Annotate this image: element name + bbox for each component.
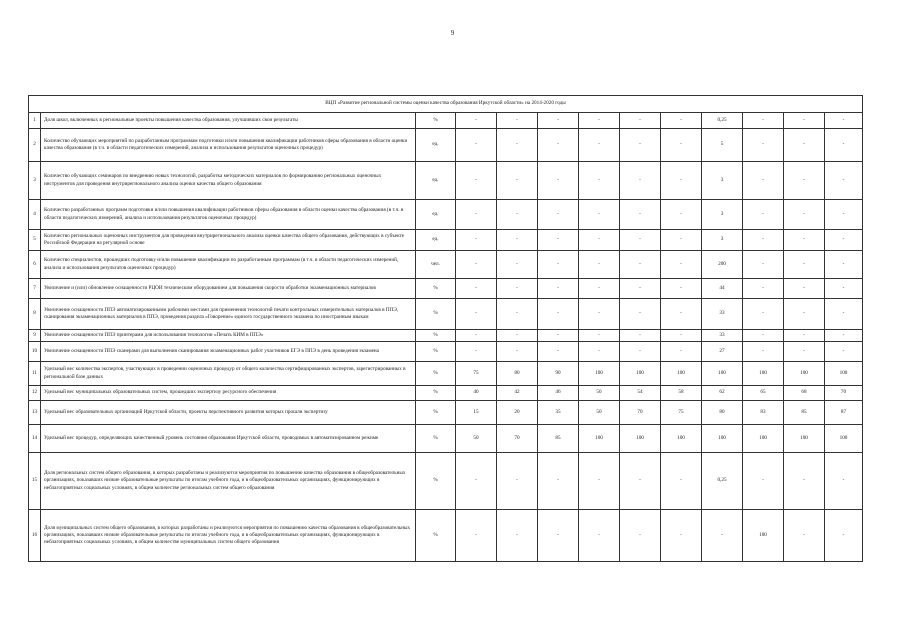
indicator-value: 100 [784, 362, 825, 386]
indicator-value: 50 [579, 386, 620, 401]
indicator-value: - [620, 200, 661, 230]
row-number: 16 [29, 510, 41, 562]
indicator-value: 46 [538, 386, 579, 401]
row-number: 11 [29, 362, 41, 386]
indicator-value: 70 [620, 401, 661, 425]
indicator-value: - [497, 200, 538, 230]
indicator-value: - [825, 342, 863, 362]
row-number: 13 [29, 401, 41, 425]
indicator-description: Увеличение оснащенности ППЭ сканерами для выполнения сканирования экзаменационных работ участников ЕГЭ в ППЭ в день проведения экзамена [41, 342, 416, 362]
row-number: 10 [29, 342, 41, 362]
table-header-row [29, 96, 863, 113]
indicator-description: Доля школ, включенных в региональные проекты повышения качества образования, улучшивших свои результаты [41, 113, 416, 129]
indicator-unit: % [416, 362, 456, 386]
indicator-value: - [825, 453, 863, 510]
indicator-value: - [620, 129, 661, 162]
indicator-unit: % [416, 342, 456, 362]
table-row [29, 279, 863, 299]
indicator-value: - [497, 230, 538, 251]
indicator-value: 40 [456, 386, 497, 401]
table-row [29, 425, 863, 453]
indicator-value: - [456, 299, 497, 330]
indicator-value: - [661, 251, 702, 279]
indicator-value: - [620, 279, 661, 299]
indicator-value: 100 [784, 425, 825, 453]
row-number: 2 [29, 129, 41, 162]
indicator-value: - [825, 251, 863, 279]
indicator-value: 85 [784, 401, 825, 425]
indicator-value: - [825, 330, 863, 342]
indicator-value: 42 [497, 386, 538, 401]
indicator-value: - [825, 279, 863, 299]
indicator-unit: % [416, 386, 456, 401]
indicator-value: - [579, 162, 620, 200]
indicator-value: - [620, 299, 661, 330]
indicator-unit: ед. [416, 162, 456, 200]
indicator-value: - [620, 330, 661, 342]
indicator-value: - [579, 129, 620, 162]
indicator-unit: чел. [416, 251, 456, 279]
indicator-value: - [497, 113, 538, 129]
row-number: 9 [29, 330, 41, 342]
indicator-value: - [579, 342, 620, 362]
indicator-value: 80 [702, 401, 743, 425]
indicator-value: - [620, 230, 661, 251]
indicator-value: - [538, 162, 579, 200]
indicator-value: - [784, 162, 825, 200]
indicator-value: 87 [825, 401, 863, 425]
indicator-value: - [620, 113, 661, 129]
row-number: 12 [29, 386, 41, 401]
indicator-value: 33 [702, 299, 743, 330]
indicator-value: 54 [620, 386, 661, 401]
indicator-value: 100 [579, 362, 620, 386]
indicator-value: - [456, 453, 497, 510]
indicator-unit: ед. [416, 200, 456, 230]
indicator-value: - [620, 510, 661, 562]
indicator-value: 27 [702, 342, 743, 362]
indicator-value: - [661, 330, 702, 342]
indicator-value: 65 [743, 386, 784, 401]
indicator-value: - [538, 129, 579, 162]
indicator-value: - [538, 510, 579, 562]
indicator-value: 58 [661, 386, 702, 401]
row-number: 7 [29, 279, 41, 299]
indicator-value: 20 [497, 401, 538, 425]
indicator-description: Увеличение оснащенности ППЭ автоматизированными рабочими местами для применения технологий печати контрольных измерительных материалов в ППЭ, сканирования экзаменационных материалов в ППЭ, проведения раздела «Говорение» единого государственного экзамена по иностранным языкам [41, 299, 416, 330]
indicator-value: - [825, 200, 863, 230]
indicator-value: - [497, 299, 538, 330]
table-row [29, 362, 863, 386]
indicator-value: - [743, 299, 784, 330]
indicator-value: - [579, 330, 620, 342]
indicator-value: 100 [825, 425, 863, 453]
indicator-value: - [579, 200, 620, 230]
indicator-value: 100 [620, 425, 661, 453]
row-number: 8 [29, 299, 41, 330]
indicator-value: - [784, 251, 825, 279]
indicator-value: - [661, 342, 702, 362]
table-row [29, 162, 863, 200]
row-number: 1 [29, 113, 41, 129]
indicator-value: - [456, 251, 497, 279]
indicator-value: - [538, 200, 579, 230]
indicator-value: - [743, 230, 784, 251]
indicator-description: Удельный вес образовательных организаций Иркутской области, проекты перспективного развития которых прошли экспертизу [41, 401, 416, 425]
indicator-value: 100 [702, 425, 743, 453]
indicator-unit: % [416, 425, 456, 453]
table-row [29, 330, 863, 342]
indicator-value: - [579, 510, 620, 562]
indicator-value: - [497, 510, 538, 562]
indicator-value: - [497, 129, 538, 162]
indicator-value: 15 [456, 401, 497, 425]
indicator-value: - [579, 299, 620, 330]
indicator-value: 100 [743, 425, 784, 453]
indicator-value: - [661, 299, 702, 330]
table-row [29, 401, 863, 425]
indicator-value: 80 [497, 362, 538, 386]
indicator-value: 100 [661, 362, 702, 386]
indicator-value: - [497, 453, 538, 510]
indicator-value: 70 [497, 425, 538, 453]
indicator-value: 50 [579, 401, 620, 425]
indicator-value: - [456, 342, 497, 362]
row-number: 14 [29, 425, 41, 453]
indicator-value: - [456, 200, 497, 230]
table-row [29, 251, 863, 279]
indicator-value: - [497, 279, 538, 299]
indicator-value: 75 [456, 362, 497, 386]
indicator-value: 3 [702, 200, 743, 230]
indicator-value: - [784, 200, 825, 230]
indicator-unit: ед. [416, 129, 456, 162]
indicator-description: Доля региональных систем общего образования, в которых разработаны и реализуются мероприятия по повышению качества образования в общеобразовательных организациях, показавших низкие образовательные результаты по итогам учебного года, и в общеобразовательных организациях, функционирующих в неблагоприятных социальных условиях, в общем количестве региональных систем общего образования [41, 453, 416, 510]
row-number: 4 [29, 200, 41, 230]
indicator-value: - [538, 279, 579, 299]
indicator-value: - [661, 200, 702, 230]
indicator-value: 33 [702, 330, 743, 342]
indicator-description: Удельный вес количества экспертов, участвующих в проведении оценочных процедур от общего количества сертифицированных экспертов, зарегистрированных в региональной базе данных [41, 362, 416, 386]
indicator-value: - [825, 299, 863, 330]
indicator-value: - [661, 510, 702, 562]
indicator-value: - [743, 453, 784, 510]
indicator-value: - [784, 510, 825, 562]
row-number: 3 [29, 162, 41, 200]
indicator-value: 85 [538, 425, 579, 453]
table-row [29, 342, 863, 362]
indicator-value: 50 [456, 425, 497, 453]
table-row [29, 200, 863, 230]
indicator-unit: % [416, 299, 456, 330]
indicator-description: Увеличение оснащенности ППЭ принтерами для использования технологии «Печать КИМ в ППЭ» [41, 330, 416, 342]
indicator-value: - [661, 129, 702, 162]
indicator-description: Удельный вес муниципальных образовательных систем, прошедших экспертизу ресурсного обеспечения [41, 386, 416, 401]
indicator-value: 100 [620, 362, 661, 386]
indicator-unit: % [416, 510, 456, 562]
indicator-value: - [579, 453, 620, 510]
table-row [29, 510, 863, 562]
indicator-value: - [456, 113, 497, 129]
indicator-value: - [579, 230, 620, 251]
indicator-value: 90 [538, 362, 579, 386]
page-number: 9 [450, 29, 455, 37]
indicator-value: 3 [702, 162, 743, 200]
indicators-table [28, 95, 863, 562]
indicator-value: - [620, 342, 661, 362]
indicator-value: - [743, 251, 784, 279]
row-number: 6 [29, 251, 41, 279]
indicator-value: - [825, 113, 863, 129]
indicator-value: - [538, 299, 579, 330]
indicator-value: - [538, 113, 579, 129]
indicator-value: - [743, 279, 784, 299]
indicator-value: - [579, 279, 620, 299]
indicator-value: 200 [702, 251, 743, 279]
indicator-unit: % [416, 401, 456, 425]
indicator-value: 100 [825, 362, 863, 386]
indicator-value: - [661, 279, 702, 299]
indicator-description: Количество обучающих семинаров по внедрению новых технологий, разработка методических материалов по формированию региональных оценочных инструментов для проведения внутрирегионального анализа оценки качества общего образования [41, 162, 416, 200]
indicator-value: 100 [743, 510, 784, 562]
indicator-value: - [620, 453, 661, 510]
indicator-value: - [538, 230, 579, 251]
indicator-value: 75 [661, 401, 702, 425]
indicator-value: - [661, 230, 702, 251]
table-header: ВЦП «Развитие региональной системы оценки качества образования Иркутской области» на 2014-2020 годы [29, 96, 863, 113]
indicator-value: - [784, 453, 825, 510]
indicator-value: - [743, 129, 784, 162]
indicator-value: - [784, 342, 825, 362]
indicator-value: - [620, 162, 661, 200]
indicator-value: - [456, 510, 497, 562]
row-number: 5 [29, 230, 41, 251]
indicator-value: - [456, 162, 497, 200]
indicator-value: - [620, 251, 661, 279]
indicator-value: - [784, 330, 825, 342]
indicator-value: 3 [702, 230, 743, 251]
indicator-value: - [825, 230, 863, 251]
indicator-value: - [538, 453, 579, 510]
indicator-unit: % [416, 330, 456, 342]
indicator-value: 100 [743, 362, 784, 386]
indicator-value: 100 [579, 425, 620, 453]
indicator-value: 70 [825, 386, 863, 401]
table-row [29, 230, 863, 251]
indicator-value: 100 [661, 425, 702, 453]
indicator-value: - [784, 230, 825, 251]
indicator-value: - [497, 251, 538, 279]
indicator-value: - [825, 510, 863, 562]
indicator-value: 44 [702, 279, 743, 299]
indicator-value: 100 [702, 362, 743, 386]
indicator-value: 68 [784, 386, 825, 401]
indicator-value: 62 [702, 386, 743, 401]
indicator-value: - [538, 251, 579, 279]
indicator-description: Доля муниципальных систем общего образования, в которых разработаны и реализуются мероприятия по повышению качества образования в общеобразовательных организациях, показавших низкие образовательные результаты по итогам учебного года, и в общеобразовательных организациях, функционирующих в неблагоприятных социальных условиях, в общем количестве муниципальных систем общего образования [41, 510, 416, 562]
indicator-description: Удельный вес процедур, определяющих качественный уровень состояния образования Иркутской области, проводимых в автоматизированном режиме [41, 425, 416, 453]
indicator-value: - [702, 510, 743, 562]
table-row [29, 386, 863, 401]
indicator-value: - [456, 279, 497, 299]
table-row [29, 129, 863, 162]
indicator-value: - [743, 330, 784, 342]
indicator-value: - [743, 342, 784, 362]
indicator-value: - [497, 330, 538, 342]
indicator-unit: % [416, 113, 456, 129]
indicator-value: - [784, 299, 825, 330]
indicator-description: Количество обучающих мероприятий по разработанным программам подготовки и/или повышения квалификации работников сферы образования в области оценки качества образования (в т.ч. в области педагогических измерений, анализа и использования результатов оценочных процедур) [41, 129, 416, 162]
indicator-value: - [538, 330, 579, 342]
table-row [29, 453, 863, 510]
indicator-value: 83 [743, 401, 784, 425]
indicator-unit: ед. [416, 230, 456, 251]
indicator-description: Количество региональных оценочных инструментов для проведения внутрирегионального анализа оценки качества общего образования, действующих в субъекте Российской Федерации на регулярной основе [41, 230, 416, 251]
row-number: 15 [29, 453, 41, 510]
indicator-unit: % [416, 453, 456, 510]
indicator-value: - [579, 251, 620, 279]
indicator-value: - [661, 453, 702, 510]
indicator-description: Увеличение и (или) обновление оснащенности РЦОИ техническим оборудованием для повышения скорости обработки экзаменационных материалов [41, 279, 416, 299]
indicator-value: - [743, 200, 784, 230]
indicator-value: - [784, 113, 825, 129]
table-row [29, 299, 863, 330]
indicator-value: 5 [702, 129, 743, 162]
indicator-value: - [784, 129, 825, 162]
indicator-value: - [743, 162, 784, 200]
indicator-value: - [538, 342, 579, 362]
indicator-value: - [579, 113, 620, 129]
indicator-value: - [456, 230, 497, 251]
indicator-value: - [661, 113, 702, 129]
indicator-value: - [456, 330, 497, 342]
indicator-value: 35 [538, 401, 579, 425]
indicator-unit: % [416, 279, 456, 299]
indicator-value: - [661, 162, 702, 200]
indicator-value: - [784, 279, 825, 299]
indicator-value: - [497, 162, 538, 200]
indicator-value: - [825, 129, 863, 162]
indicator-value: - [497, 342, 538, 362]
indicator-value: - [456, 129, 497, 162]
indicator-description: Количество разработанных программ подготовки и/или повышения квалификации работников сферы образования в области оценки качества образования (в т.ч. в области педагогических измерений, анализа и использования результатов оценочных процедур) [41, 200, 416, 230]
indicator-value: 0,25 [702, 113, 743, 129]
indicator-value: 0,25 [702, 453, 743, 510]
table-row [29, 113, 863, 129]
indicator-value: - [825, 162, 863, 200]
indicator-description: Количество специалистов, прошедших подготовку и/или повышение квалификации по разработанным программам (в т.ч. в области педагогических измерений, анализа и использования результатов оценочных процедур) [41, 251, 416, 279]
indicator-value: - [743, 113, 784, 129]
